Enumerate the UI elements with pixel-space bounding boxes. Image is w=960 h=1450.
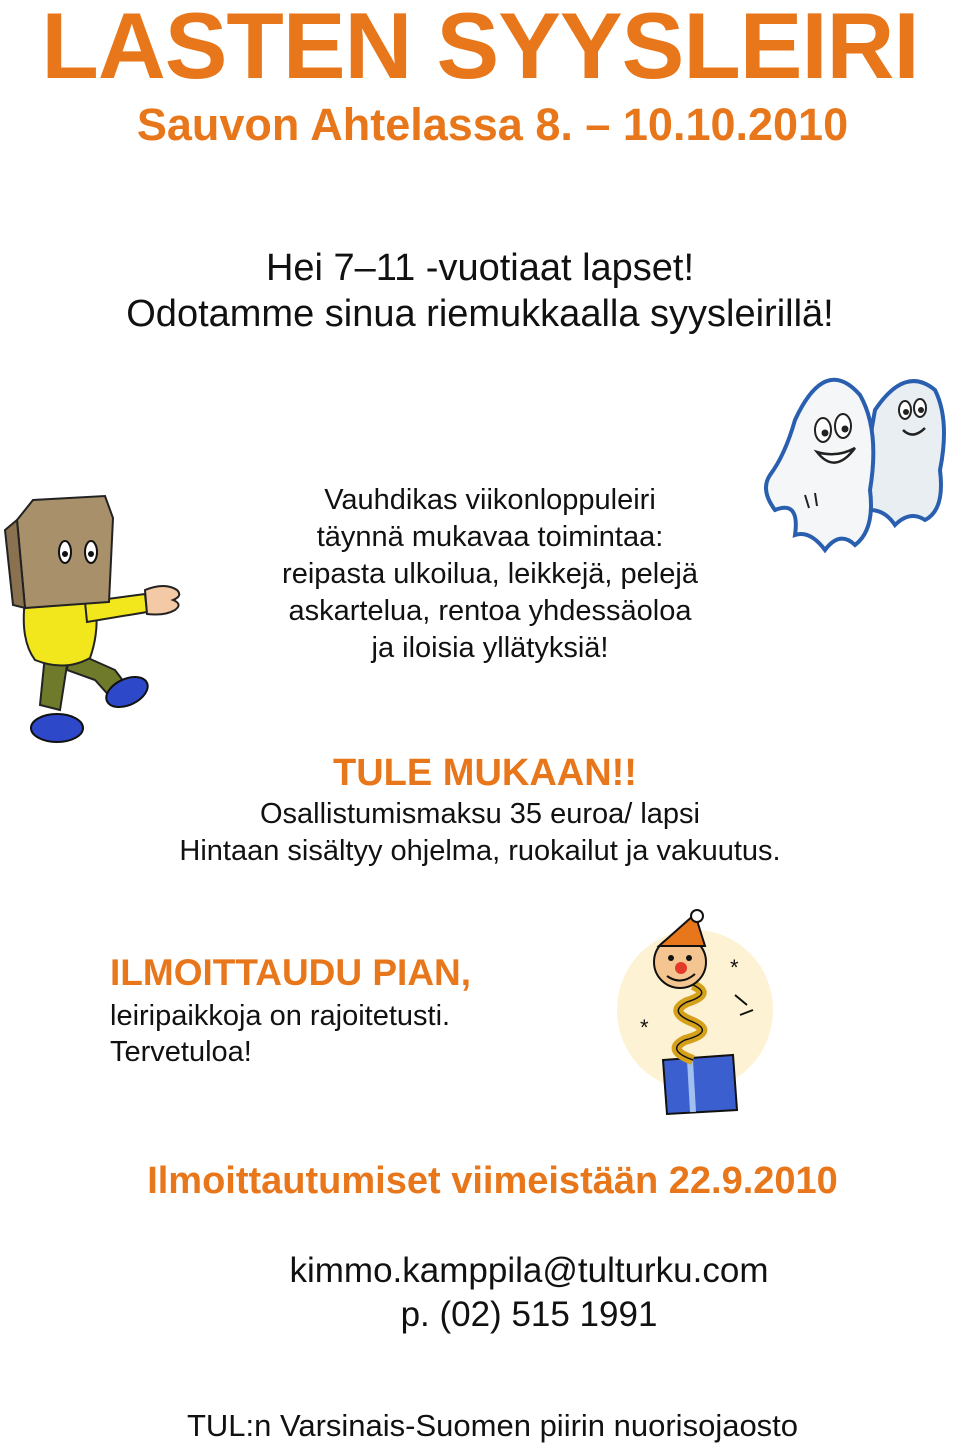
contact-email[interactable]: kimmo.kamppila@tulturku.com [289,1251,769,1290]
greeting-line-2: Odotamme sinua riemukkaalla syysleirillä! [126,293,834,335]
camp-description [200,482,780,667]
description-line: askartelua, rentoa yhdessäoloa [288,595,692,627]
contact-phone: p. (02) 515 1991 [400,1295,658,1334]
organizer: TUL:n Varsinais-Suomen piirin nuorisojaosto [186,1408,799,1443]
greeting-line-1: Hei 7–11 -vuotiaat lapset! [265,247,695,289]
fee-info [0,796,960,870]
description-line: reipasta ulkoilua, leikkejä, pelejä [282,558,698,590]
includes-line: Hintaan sisältyy ohjelma, ruokailut ja vakuutus. [179,835,781,867]
description-line: täynnä mukavaa toimintaa: [316,521,664,553]
registration-note [110,998,590,1070]
jack-in-the-box-illustration [615,910,775,1115]
svg-text:*: * [640,1015,649,1040]
fee-line: Osallistumismaksu 35 euroa/ lapsi [259,798,700,830]
page-title: LASTEN SYYSLEIRI [41,0,919,98]
contact-info [0,1249,960,1337]
registration-deadline: Ilmoittautumiset viimeistään 22.9.2010 [147,1160,838,1202]
svg-text:*: * [730,955,739,980]
join-heading: TULE MUKAAN!! [333,752,637,794]
description-line: ja iloisia yllätyksiä! [371,632,609,664]
paper-bag-kid-illustration [5,490,195,755]
description-line: Vauhdikas viikonloppuleiri [324,484,656,516]
welcome-line: Tervetuloa! [110,1036,252,1068]
event-dates: Sauvon Ahtelassa 8. – 10.10.2010 [136,99,849,150]
greeting [0,245,960,337]
limited-spots-line: leiripaikkoja on rajoitetusti. [110,1000,451,1032]
register-heading: ILMOITTAUDU PIAN, [110,952,472,993]
ghosts-illustration [755,360,950,560]
